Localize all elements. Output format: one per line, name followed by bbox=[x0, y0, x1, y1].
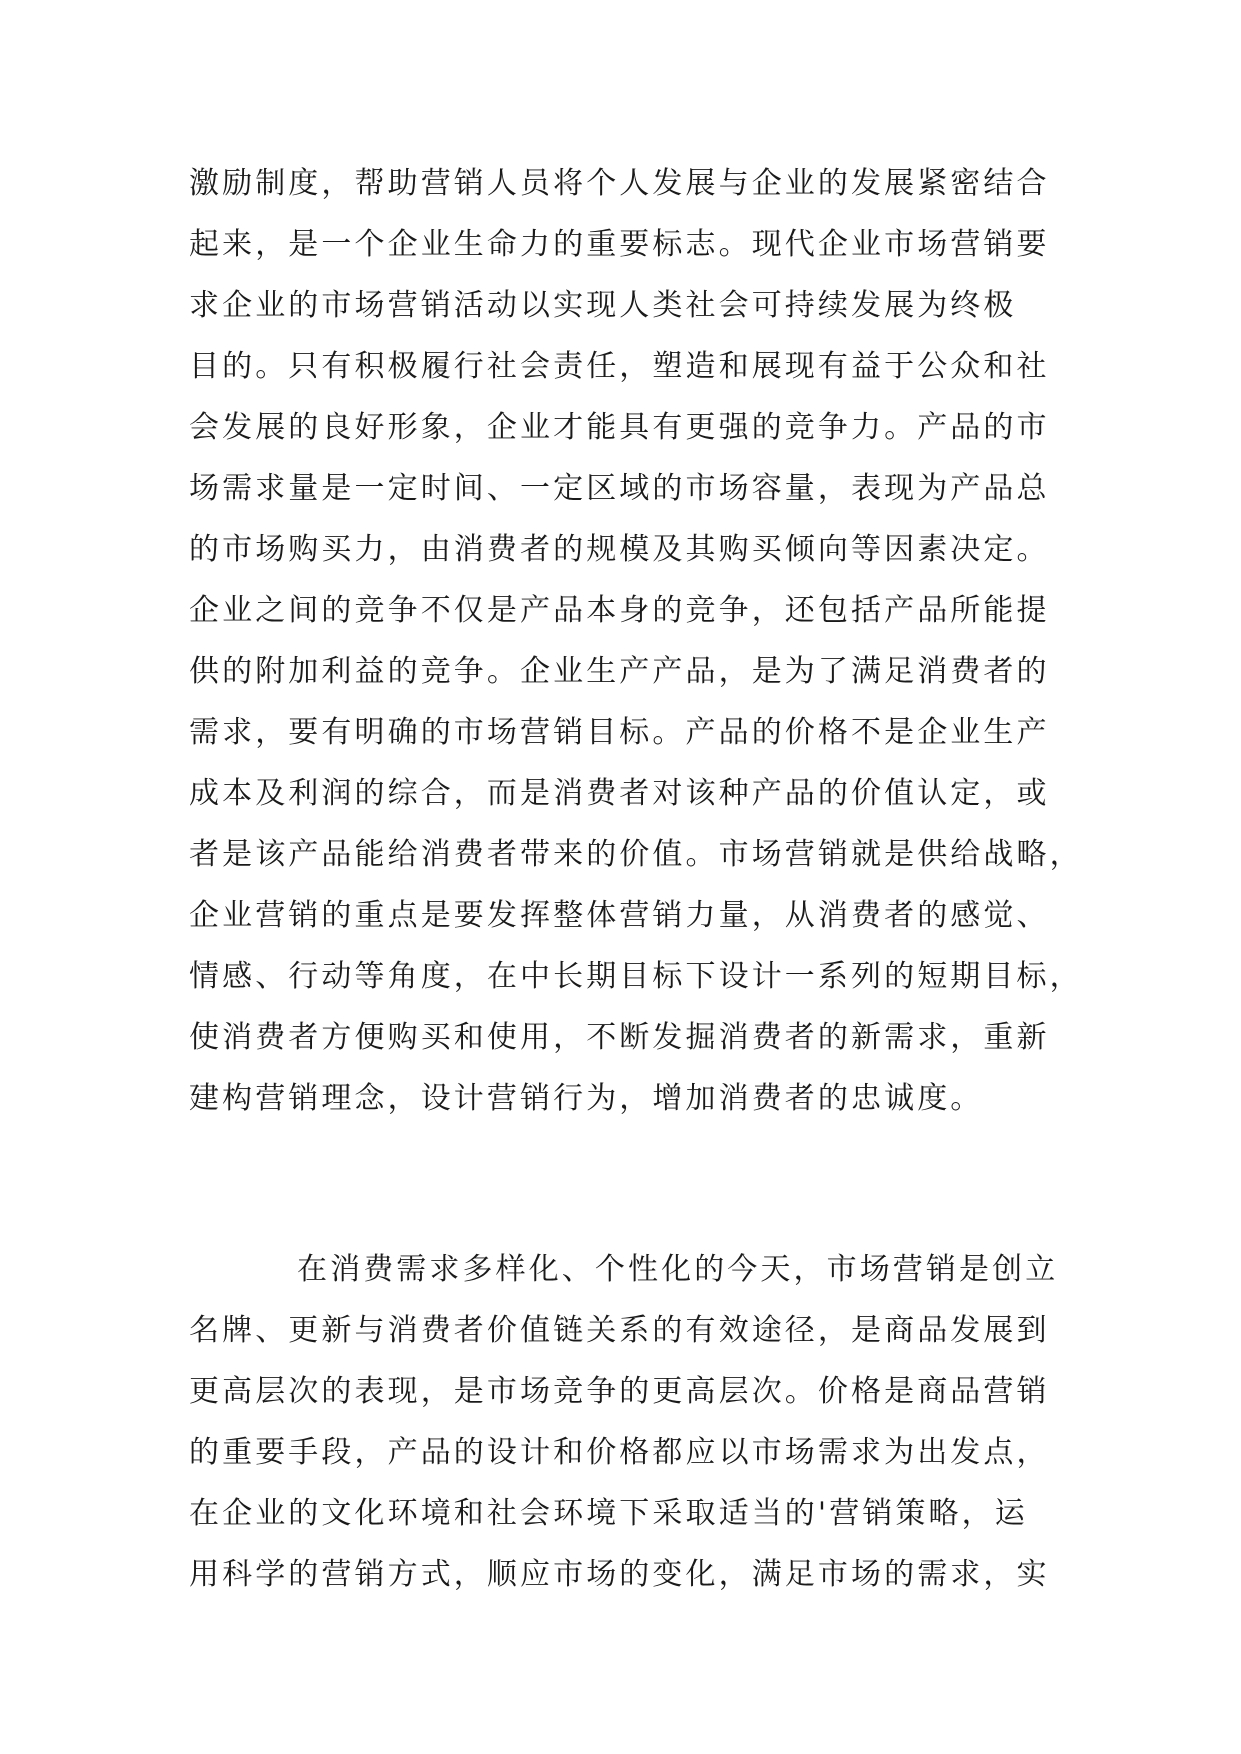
paragraph1-line: 使消费者方便购买和使用，不断发掘消费者的新需求，重新 bbox=[189, 1020, 1050, 1055]
paragraph2-line: 更高层次的表现，是市场竞争的更高层次。价格是商品营销 bbox=[189, 1374, 1050, 1409]
paragraph2-line: 在企业的文化环境和社会环境下采取适当的'营销策略，运 bbox=[189, 1496, 1028, 1531]
paragraph1-line: 求企业的市场营销活动以实现人类社会可持续发展为终极 bbox=[189, 288, 1017, 323]
paragraph2-line: 用科学的营销方式，顺应市场的变化，满足市场的需求，实 bbox=[189, 1557, 1050, 1592]
paragraph2-line: 名牌、更新与消费者价值链关系的有效途径，是商品发展到 bbox=[189, 1313, 1050, 1348]
paragraph1-line: 激励制度，帮助营销人员将个人发展与企业的发展紧密结合 bbox=[189, 166, 1050, 201]
paragraph1-line: 的市场购买力，由消费者的规模及其购买倾向等因素决定。 bbox=[189, 532, 1050, 567]
paragraph1-line: 者是该产品能给消费者带来的价值。市场营销就是供给战略， bbox=[189, 837, 1083, 872]
paragraph1-line: 企业营销的重点是要发挥整体营销力量，从消费者的感觉、 bbox=[189, 898, 1050, 933]
paragraph1-line: 建构营销理念，设计营销行为，增加消费者的忠诚度。 bbox=[189, 1081, 984, 1116]
paragraph1-line: 企业之间的竞争不仅是产品本身的竞争，还包括产品所能提 bbox=[189, 593, 1050, 628]
paragraph1-line: 供的附加利益的竞争。企业生产产品，是为了满足消费者的 bbox=[189, 654, 1050, 689]
paragraph1-line: 成本及利润的综合，而是消费者对该种产品的价值认定，或 bbox=[189, 776, 1050, 811]
paragraph1-line: 起来，是一个企业生命力的重要标志。现代企业市场营销要 bbox=[189, 227, 1050, 262]
paragraph1-line: 场需求量是一定时间、一定区域的市场容量，表现为产品总 bbox=[189, 471, 1050, 506]
paragraph2-line: 的重要手段，产品的设计和价格都应以市场需求为出发点， bbox=[189, 1435, 1050, 1470]
paragraph1-line: 目的。只有积极履行社会责任，塑造和展现有益于公众和社 bbox=[189, 349, 1050, 384]
paragraph1-line: 会发展的良好形象，企业才能具有更强的竞争力。产品的市 bbox=[189, 410, 1050, 445]
paragraph2-line: 在消费需求多样化、个性化的今天，市场营销是创立 bbox=[297, 1252, 1059, 1287]
paragraph1-line: 情感、行动等角度，在中长期目标下设计一系列的短期目标， bbox=[189, 959, 1083, 994]
paragraph1-line: 需求，要有明确的市场营销目标。产品的价格不是企业生产 bbox=[189, 715, 1050, 750]
